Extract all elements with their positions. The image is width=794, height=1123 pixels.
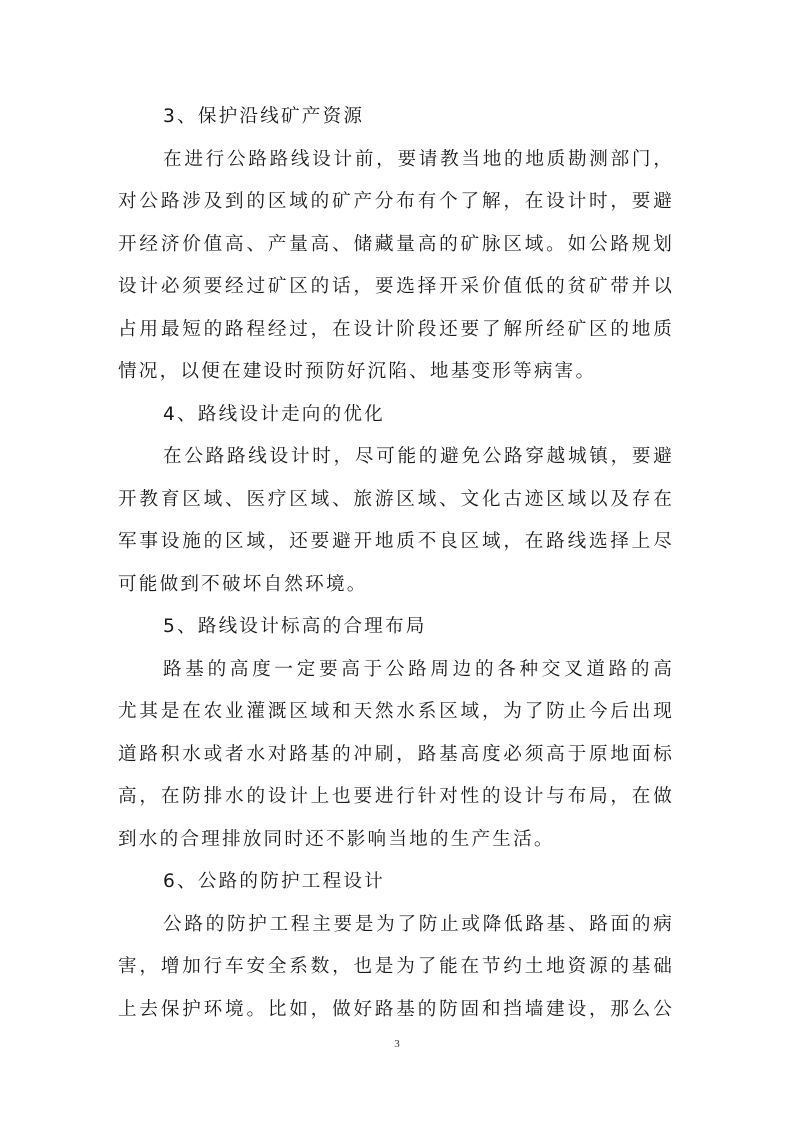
paragraph-line: 公路的防护工程主要是为了防止或降低路基、路面的病 — [163, 913, 674, 935]
paragraph-line: 设计必须要经过矿区的话，要选择开采价值低的贫矿带并以 — [118, 276, 674, 297]
section-heading: 4、路线设计走向的优化 — [163, 403, 385, 425]
paragraph-line: 开经济价值高、产量高、储藏量高的矿脉区域。如公路规划 — [118, 233, 674, 255]
paragraph-line: 在进行公路路线设计前，要请教当地的地质勘测部门， — [163, 148, 674, 170]
paragraph-line: 对公路涉及到的区域的矿产分布有个了解，在设计时，要避 — [118, 191, 674, 212]
paragraph-line: 上去保护环境。比如，做好路基的防固和挡墙建设，那么公 — [118, 998, 674, 1020]
section-heading: 3、保护沿线矿产资源 — [163, 106, 365, 127]
paragraph-line: 可能做到不破坏自然环境。 — [118, 573, 368, 595]
paragraph-line: 尤其是在农业灌溉区域和天然水系区域，为了防止今后出现 — [118, 701, 674, 722]
paragraph-line: 害，增加行车安全系数，也是为了能在节约土地资源的基础 — [118, 956, 674, 977]
paragraph-line: 高，在防排水的设计上也要进行针对性的设计与布局，在做 — [118, 786, 674, 807]
paragraph-line: 开教育区域、医疗区域、旅游区域、文化古迹区域以及存在 — [118, 488, 674, 510]
paragraph-line: 到水的合理排放同时还不影响当地的生产生活。 — [118, 828, 555, 850]
document-body — [118, 96, 678, 1031]
paragraph-line: 道路积水或者水对路基的冲刷，路基高度必须高于原地面标 — [118, 743, 674, 765]
paragraph-line: 情况，以便在建设时预防好沉陷、地基变形等病害。 — [118, 361, 597, 382]
section-heading: 5、路线设计标高的合理布局 — [163, 616, 427, 637]
section-heading: 6、公路的防护工程设计 — [163, 871, 385, 892]
paragraph-line: 军事设施的区域，还要避开地质不良区域，在路线选择上尽 — [118, 531, 674, 552]
paragraph-line: 在公路路线设计时，尽可能的避免公路穿越城镇，要避 — [163, 446, 674, 467]
paragraph-line: 占用最短的路程经过，在设计阶段还要了解所经矿区的地质 — [118, 318, 674, 340]
page-number: 3 — [394, 1038, 400, 1050]
paragraph-line: 路基的高度一定要高于公路周边的各种交叉道路的高 — [163, 658, 674, 680]
